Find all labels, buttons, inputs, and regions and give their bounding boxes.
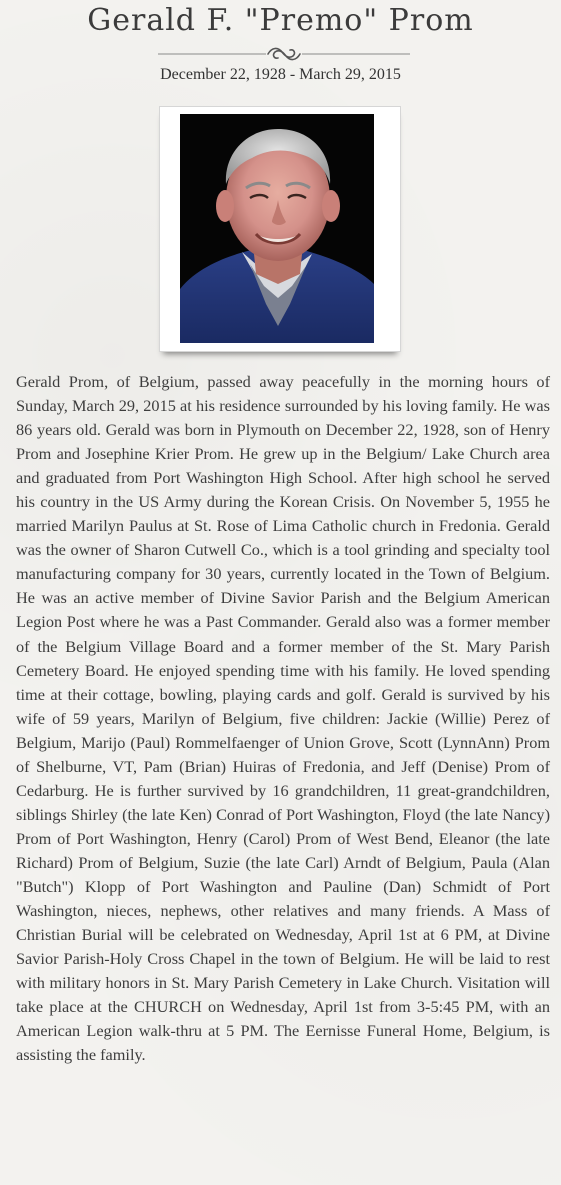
portrait-icon <box>180 114 374 343</box>
photo-frame <box>159 106 401 352</box>
page-title: Gerald F. "Premo" Prom <box>87 3 474 38</box>
portrait-photo <box>180 114 374 343</box>
life-dates: December 22, 1928 - March 29, 2015 <box>160 66 401 83</box>
ornament-divider-icon <box>158 44 410 64</box>
obituary-text: Gerald Prom, of Belgium, passed away peacefully in the morning hours of Sunday, March 29, 2015 at his residence surrounded by his loving family. He was 86 years old. Gerald was born in Plymouth on December 22, 1928, son of Henry Prom and Josephine Krier Prom. He grew up in the Belgium/ Lake Church area and graduated from Port Washington High School. After high school he served his country in the US Army during the Korean Crisis. On November 5, 1955 he married Marilyn Paulus at St. Rose of Lima Catholic church in Fredonia. Gerald was the owner of Sharon Cutwell Co., which is a tool grinding and specialty tool manufacturing company for 30 years, currently located in the Town of Belgium. He was an active member of Divine Savior Parish and the Belgium American Legion Post where he was a Past Commander. Gerald also was a former member of the Belgium Village Board and a former member of the St. Mary Parish Cemetery Board. He enjoyed spending time with his family. He loved spending time at their cottage, bowling, playing cards and golf. Gerald is survived by his wife of 59 years, Marilyn of Belgium, five children: Jackie (Willie) Perez of Belgium, Marijo (Paul) Rommelfaenger of Union Grove, Scott (LynnAnn) Prom of Shelburne, VT, Pam (Brian) Huiras of Fredonia, and Jeff (Denise) Prom of Cedarburg. He is further survived by 16 grandchildren, 11 great-grandchildren, siblings Shirley (the late Ken) Conrad of Port Washington, Floyd (the late Nancy) Prom of Port Washington, Henry (Carol) Prom of West Bend, Eleanor (the late Richard) Prom of Belgium, Suzie (the late Carl) Arndt of Belgium, Paula (Alan "Butch") Klopp of Port Washington and Pauline (Dan) Schmidt of Port Washington, nieces, nephews, other relatives and many friends. A Mass of Christian Burial will be celebrated on Wednesday, April 1st at 6 PM, at Divine Savior Parish-Holy Cross Chapel in the town of Belgium. He will be laid to rest with military honors in St. Mary Parish Cemetery in Lake Church. Visitation will take place at the CHURCH on Wednesday, April 1st from 3-5:45 PM, with an American Legion walk-thru at 5 PM. The Eernisse Funeral Home, Belgium, is assisting the family. <box>16 372 550 1065</box>
